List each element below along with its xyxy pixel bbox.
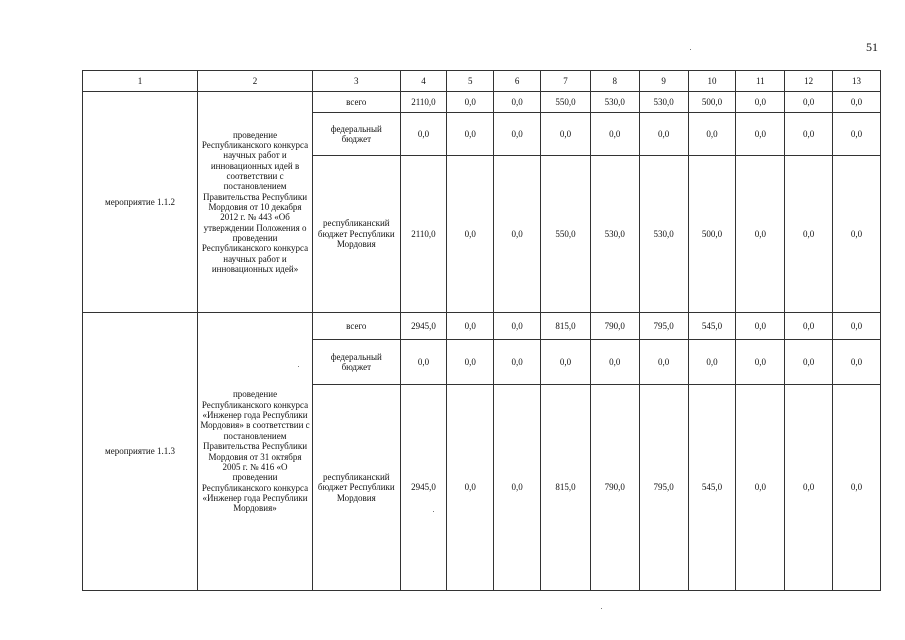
value-cell: 0,0 <box>785 340 833 385</box>
scan-speck <box>601 608 602 609</box>
value-cell: 790,0 <box>590 385 639 591</box>
value-cell: 530,0 <box>639 92 688 113</box>
value-cell: 0,0 <box>785 92 833 113</box>
header-cell: 12 <box>785 71 833 92</box>
value-cell: 0,0 <box>785 113 833 156</box>
value-cell: 0,0 <box>590 113 639 156</box>
value-cell: 0,0 <box>833 92 881 113</box>
value-cell: 0,0 <box>447 313 494 340</box>
value-cell: 550,0 <box>541 92 591 113</box>
value-cell: 0,0 <box>494 113 541 156</box>
header-cell: 8 <box>590 71 639 92</box>
value-cell: 0,0 <box>736 313 785 340</box>
header-cell: 2 <box>198 71 313 92</box>
header-cell: 3 <box>313 71 401 92</box>
value-cell: 0,0 <box>494 340 541 385</box>
scan-speck <box>690 49 691 50</box>
value-cell: 530,0 <box>639 156 688 313</box>
table-row <box>83 313 881 340</box>
value-cell: 2110,0 <box>400 156 447 313</box>
value-cell: 0,0 <box>494 385 541 591</box>
value-cell: 0,0 <box>785 156 833 313</box>
value-cell: 0,0 <box>736 340 785 385</box>
value-cell: 0,0 <box>785 313 833 340</box>
value-cell: 815,0 <box>541 313 591 340</box>
value-cell: 2945,0 <box>400 385 447 591</box>
page-number: 51 <box>866 40 878 54</box>
value-cell: 0,0 <box>785 385 833 591</box>
value-cell: 0,0 <box>833 113 881 156</box>
value-cell: 500,0 <box>688 156 736 313</box>
header-cell: 7 <box>541 71 591 92</box>
value-cell: 2110,0 <box>400 92 447 113</box>
description-cell: проведение Республиканского конкурса научных работ и инновационных идей в соответствии с постановлением Правительства Республики Мордовия от 10 декабря 2012 г. № 443 «Об утверждении Положения о проведении Республиканского конкурса научных работ и инновационных идей» <box>198 92 313 313</box>
source-cell: республиканский бюджет Республики Мордовия <box>313 385 401 591</box>
header-row <box>83 71 881 92</box>
source-cell: федеральный бюджет <box>313 113 401 156</box>
value-cell: 550,0 <box>541 156 591 313</box>
measure-cell: мероприятие 1.1.2 <box>83 92 198 313</box>
value-cell: 0,0 <box>447 92 494 113</box>
value-cell: 795,0 <box>639 313 688 340</box>
value-cell: 0,0 <box>833 313 881 340</box>
value-cell: 0,0 <box>447 156 494 313</box>
header-cell: 6 <box>494 71 541 92</box>
header-cell: 13 <box>833 71 881 92</box>
value-cell: 0,0 <box>833 340 881 385</box>
value-cell: 0,0 <box>447 113 494 156</box>
header-cell: 9 <box>639 71 688 92</box>
value-cell: 0,0 <box>447 385 494 591</box>
description-cell: проведение Республиканского конкурса «Инженер года Республики Мордовия» в соответствии с постановлением Правительства Республики Мордовия от 31 октября 2005 г. № 416 «О проведении Республиканского конкурса «Инженер года Республики Мордовия» <box>198 313 313 591</box>
value-cell: 530,0 <box>590 156 639 313</box>
value-cell: 530,0 <box>590 92 639 113</box>
header-cell: 4 <box>400 71 447 92</box>
scan-speck <box>298 366 299 367</box>
value-cell: 0,0 <box>736 92 785 113</box>
value-cell: 545,0 <box>688 385 736 591</box>
header-cell: 5 <box>447 71 494 92</box>
value-cell: 0,0 <box>494 156 541 313</box>
header-cell: 11 <box>736 71 785 92</box>
value-cell: 0,0 <box>639 340 688 385</box>
value-cell: 0,0 <box>688 113 736 156</box>
source-cell: федеральный бюджет <box>313 340 401 385</box>
value-cell: 0,0 <box>447 340 494 385</box>
budget-table <box>82 70 881 591</box>
value-cell: 0,0 <box>833 156 881 313</box>
value-cell: 0,0 <box>541 113 591 156</box>
value-cell: 0,0 <box>688 340 736 385</box>
value-cell: 500,0 <box>688 92 736 113</box>
source-cell: всего <box>313 92 401 113</box>
value-cell: 0,0 <box>494 92 541 113</box>
value-cell: 0,0 <box>590 340 639 385</box>
measure-cell: мероприятие 1.1.3 <box>83 313 198 591</box>
value-cell: 0,0 <box>736 156 785 313</box>
value-cell: 0,0 <box>736 385 785 591</box>
header-cell: 1 <box>83 71 198 92</box>
table-row <box>83 92 881 113</box>
value-cell: 795,0 <box>639 385 688 591</box>
value-cell: 2945,0 <box>400 313 447 340</box>
value-cell: 0,0 <box>833 385 881 591</box>
value-cell: 0,0 <box>400 340 447 385</box>
value-cell: 0,0 <box>639 113 688 156</box>
value-cell: 815,0 <box>541 385 591 591</box>
value-cell: 0,0 <box>736 113 785 156</box>
value-cell: 0,0 <box>494 313 541 340</box>
value-cell: 0,0 <box>541 340 591 385</box>
header-cell: 10 <box>688 71 736 92</box>
scan-speck <box>433 511 434 512</box>
value-cell: 790,0 <box>590 313 639 340</box>
source-cell: республиканский бюджет Республики Мордовия <box>313 156 401 313</box>
value-cell: 0,0 <box>400 113 447 156</box>
source-cell: всего <box>313 313 401 340</box>
value-cell: 545,0 <box>688 313 736 340</box>
